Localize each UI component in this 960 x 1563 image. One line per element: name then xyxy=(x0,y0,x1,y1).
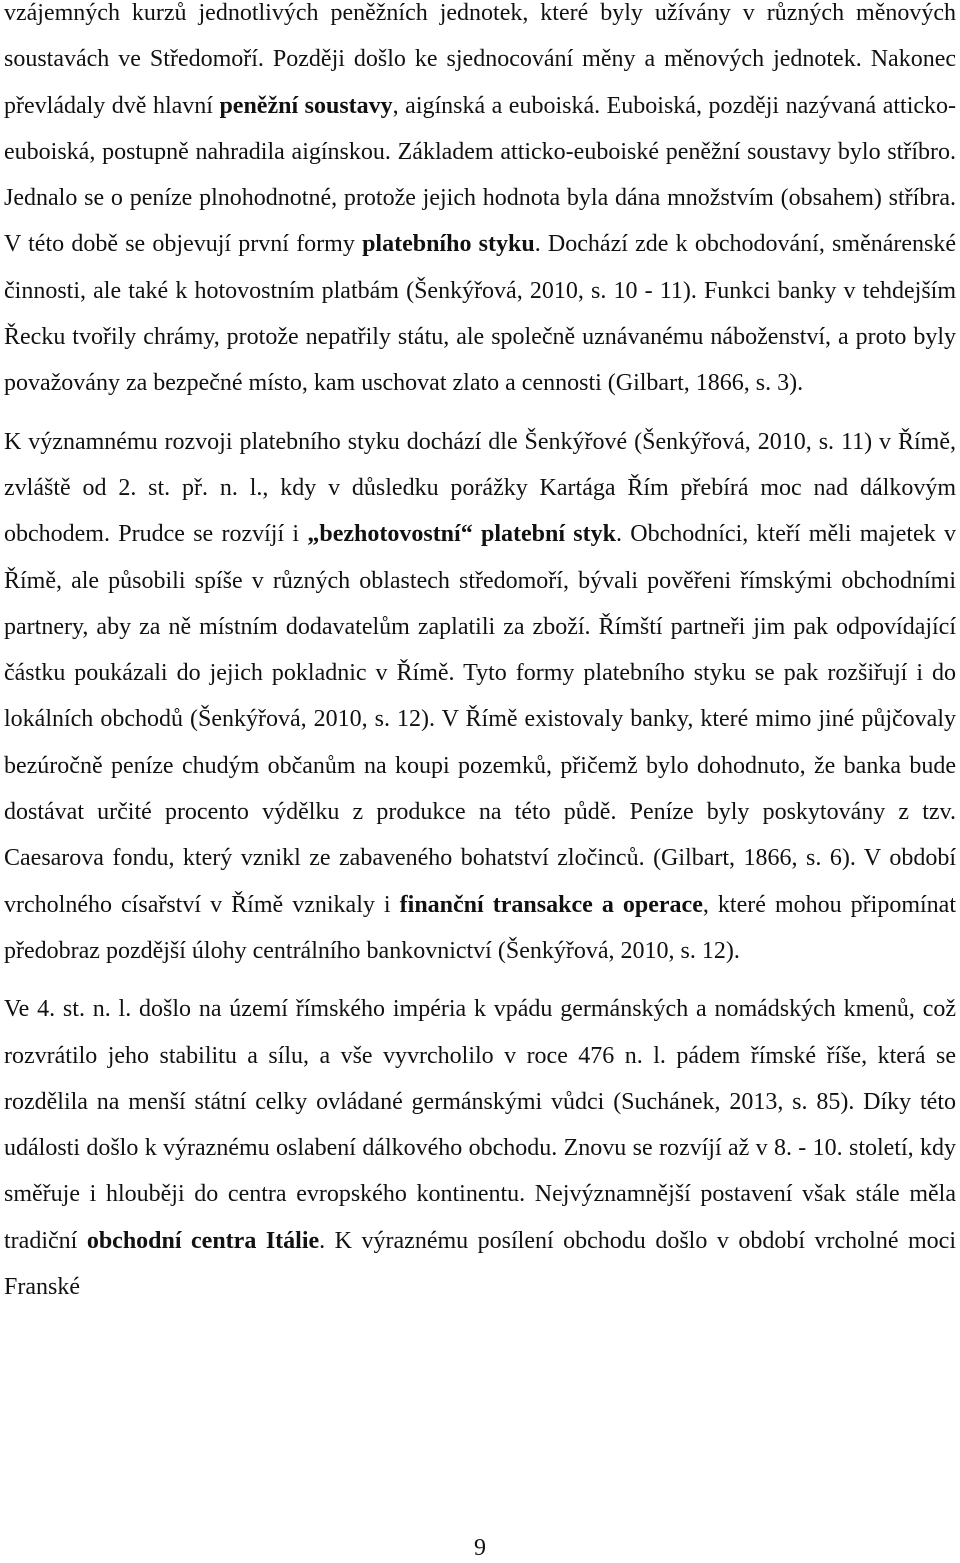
paragraph-roman-payments xyxy=(4,419,956,975)
text-run: , které mohou připomínat předobraz pozdější úlohy centrálního bankovnictví (Šenkýřová, 2010, s. 12). xyxy=(4,891,957,964)
text-run: , aigínská a euboiská. Euboiská, později nazývaná atticko-euboiská, postupně nahradila aigínskou. Základem atticko-euboiské peněžní soustavy bylo stříbro. Jednalo se o peníze plnohodnotné, protože jejich hodnota byla dána množstvím (obsahem) stříbra. V této době se objevují první formy xyxy=(4,92,957,258)
document-page xyxy=(4,0,956,1310)
text-run: . Dochází zde k obchodování, směnárenské činnosti, ale také k hotovostním platbám (Šenkýřová, 2010, s. 10 - 11). Funkci banky v tehdejším Řecku tvořily chrámy, protože nepatřily státu, ale společně uznávanému náboženství, a proto byly považovány za bezpečné místo, kam uschovat zlato a cennosti (Gilbart, 1866, s. 3). xyxy=(4,231,957,397)
paragraph-greek-monetary-systems xyxy=(4,0,956,407)
text-run: Ve 4. st. n. l. došlo na území římského impéria k vpádu germánských a nomádských kmenů, což rozvrátilo jeho stabilitu a sílu, a vše vyvrcholilo v roce 476 n. l. pádem římské říše, která se rozdělila na menší státní celky ovládané germánskými vůdci (Suchánek, 2013, s. 85). Díky této události došlo k výraznému oslabení dálkového obchodu. Znovu se rozvíjí až v 8. - 10. století, kdy směřuje i hlouběji do centra evropského kontinentu. Nejvýznamnější postavení však stále měla tradiční xyxy=(4,996,956,1254)
bold-term-penezni-soustavy: peněžní soustavy xyxy=(219,92,393,119)
text-run: . Obchodníci, kteří měli majetek v Římě, ale působili spíše v různých oblastech středomoří, bývali pověřeni římskými obchodními partnery, aby za ně místním dodavatelům zaplatili za zboží. Římští partneři jim pak odpovídající částku poukázali do jejich pokladnic v Římě. Tyto formy platebního styku se pak rozšiřují i do lokálních obchodů (Šenkýřová, 2010, s. 12). V Římě existovaly banky, které mimo jiné půjčovaly bezúročně peníze chudým občanům na koupi pozemků, přičemž bylo dohodnuto, že banka bude dostávat určité procento výdělku z produkce na této půdě. Peníze byly poskytovány z tzv. Caesarova fondu, který vznikl ze zabaveného bohatství zločinců. (Gilbart, 1866, s. 6). V období vrcholného císařství v Římě vznikaly i xyxy=(4,521,956,918)
page-number: 9 xyxy=(474,1535,486,1561)
bold-term-obchodni-centra-italie: obchodní centra Itálie xyxy=(86,1227,320,1254)
text-run: vzájemných kurzů jednotlivých peněžních jednotek, které byly užívány v různých měnových soustavách ve Středomoří. Později došlo ke sjednocování měny a měnových jednotek. Nakonec převládaly dvě hlavní xyxy=(4,0,956,119)
bold-term-platebniho-styku: platebního styku xyxy=(362,231,535,258)
text-run: K významnému rozvoji platebního styku dochází dle Šenkýřové (Šenkýřová, 2010, s. 11) v Římě, zvláště od 2. st. př. n. l., kdy v důsledku porážky Kartága Řím přebírá moc nad dálkovým obchodem. Prudce se rozvíjí i xyxy=(4,428,956,548)
paragraph-fall-of-rome xyxy=(4,986,956,1310)
bold-term-bezhotovostni-platebni-styk: „bezhotovostní“ platební styk xyxy=(307,521,616,548)
bold-term-financni-transakce: finanční transakce a operace xyxy=(399,891,703,918)
text-run: . K výraznému posílení obchodu došlo v období vrcholné moci Franské xyxy=(4,1227,956,1301)
